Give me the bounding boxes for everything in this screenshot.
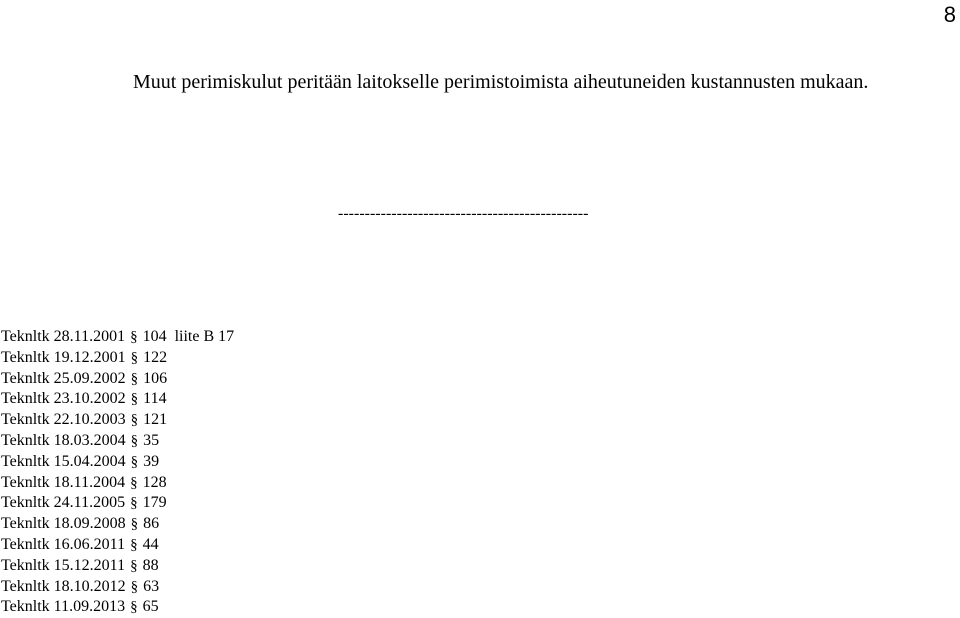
reference-section-number: 65: [142, 598, 159, 616]
reference-section-number: 44: [142, 535, 159, 553]
section-symbol: §: [130, 495, 138, 512]
reference-label: Teknltk: [1, 556, 50, 574]
reference-line: [1, 410, 234, 431]
reference-label: Teknltk: [1, 577, 50, 595]
reference-line: [1, 348, 234, 369]
reference-line: [1, 431, 234, 452]
reference-line: [1, 577, 234, 598]
reference-section-number: 128: [142, 473, 167, 491]
reference-line: [1, 389, 234, 410]
reference-label: Teknltk: [1, 390, 50, 408]
reference-date: 19.12.2001: [53, 348, 126, 366]
reference-date: 15.12.2011: [53, 556, 126, 574]
reference-list: [1, 327, 234, 618]
reference-date: 24.11.2005: [53, 494, 126, 512]
reference-line: [1, 452, 234, 473]
section-symbol: §: [130, 370, 139, 387]
reference-label: Teknltk: [1, 494, 50, 512]
reference-date: 11.09.2013: [53, 598, 126, 616]
reference-date: 15.04.2004: [53, 452, 126, 470]
section-symbol: §: [130, 412, 139, 429]
reference-section-number: 63: [143, 577, 160, 595]
reference-line: [1, 556, 234, 577]
reference-date: 25.09.2002: [53, 369, 126, 387]
reference-label: Teknltk: [1, 369, 50, 387]
reference-section-number: 35: [143, 431, 160, 449]
section-symbol: §: [130, 432, 139, 449]
reference-date: 18.03.2004: [53, 431, 126, 449]
reference-label: Teknltk: [1, 411, 50, 429]
reference-date: 18.09.2008: [53, 515, 126, 533]
reference-section-number: 39: [143, 452, 160, 470]
section-symbol: §: [130, 599, 138, 616]
reference-date: 16.06.2011: [53, 535, 126, 553]
reference-section-number: 121: [143, 411, 168, 429]
section-symbol: §: [130, 516, 139, 533]
reference-section-number: 86: [143, 515, 160, 533]
reference-attachment: liite B 17: [174, 328, 235, 345]
reference-label: Teknltk: [1, 535, 50, 553]
section-symbol: §: [130, 578, 139, 595]
page-number: 8: [943, 2, 956, 27]
reference-line: [1, 535, 234, 556]
reference-label: Teknltk: [1, 598, 50, 616]
reference-date: 22.10.2003: [53, 411, 126, 429]
reference-label: Teknltk: [1, 348, 50, 366]
reference-section-number: 179: [142, 494, 167, 512]
reference-section-number: 106: [143, 369, 168, 387]
section-symbol: §: [130, 329, 138, 345]
body-paragraph: Muut perimiskulut peritään laitokselle perimistoimista aiheutuneiden kustannusten mukaan.: [133, 71, 869, 93]
reference-line: [1, 327, 234, 348]
reference-label: Teknltk: [1, 515, 50, 533]
section-symbol: §: [130, 453, 139, 470]
reference-line: [1, 514, 234, 535]
reference-line: [1, 597, 234, 618]
reference-section-number: 122: [143, 348, 168, 366]
reference-label: Teknltk: [1, 431, 50, 449]
section-symbol: §: [130, 391, 139, 408]
reference-date: 18.11.2004: [53, 473, 126, 491]
reference-label: Teknltk: [1, 328, 50, 345]
reference-date: 23.10.2002: [53, 390, 126, 408]
reference-label: Teknltk: [1, 473, 50, 491]
reference-section-number: 114: [143, 390, 167, 408]
reference-date: 28.11.2001: [53, 328, 126, 345]
reference-line: [1, 473, 234, 494]
reference-label: Teknltk: [1, 452, 50, 470]
section-symbol: §: [130, 474, 138, 491]
reference-line: [1, 493, 234, 514]
section-symbol: §: [130, 557, 138, 574]
separator-line: -----------------------------------------------: [338, 205, 589, 222]
section-symbol: §: [130, 349, 139, 366]
reference-date: 18.10.2012: [53, 577, 126, 595]
reference-line: [1, 369, 234, 390]
reference-section-number: 88: [142, 556, 159, 574]
section-symbol: §: [130, 536, 138, 553]
reference-section-number: 104: [142, 328, 167, 345]
